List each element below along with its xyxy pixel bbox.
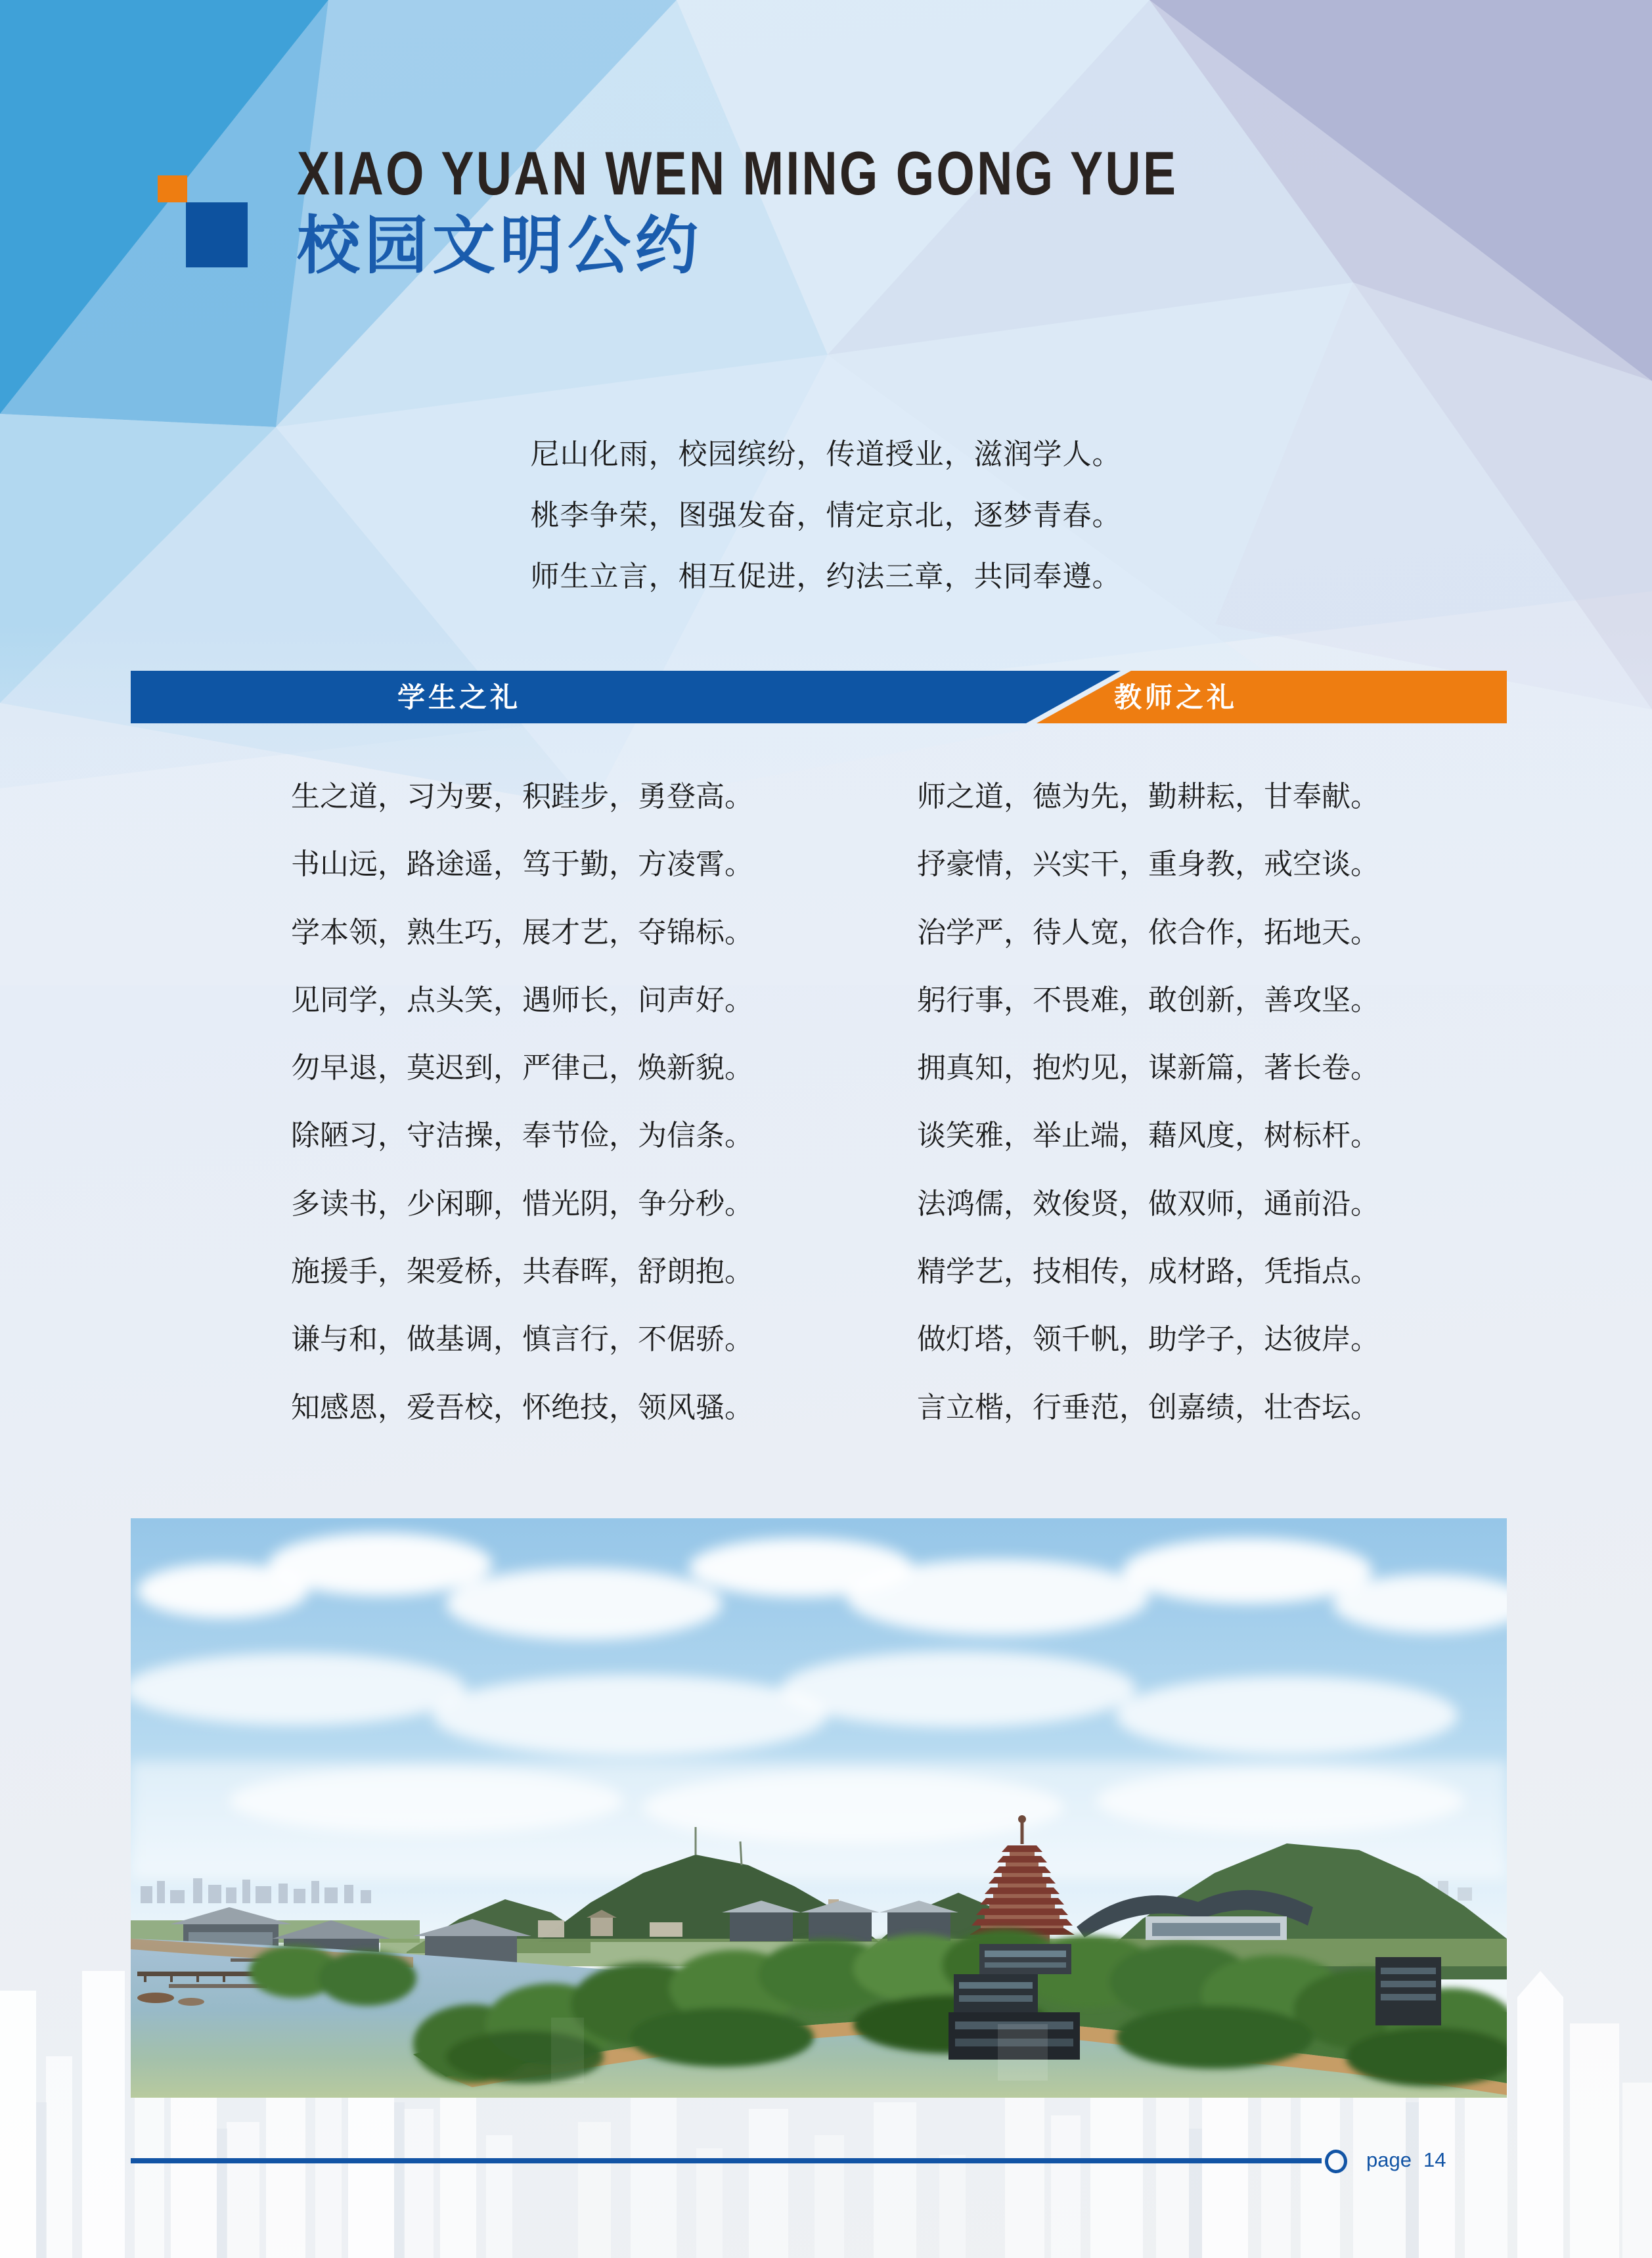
page-number-value: 14 [1423,2148,1446,2171]
verse-line: 生之道，习为要，积跬步，勇登高。 [291,780,753,813]
photo-clouds [131,1533,1507,1880]
title-accent-orange-square-icon [158,175,187,202]
campus-lake-photo [131,1518,1507,2098]
verse-line: 言立楷，行垂范，创嘉绩，壮杏坛。 [917,1391,1379,1424]
photo-reflection [551,2018,584,2083]
footer-rule [131,2158,1322,2163]
verse-line: 知感恩，爱吾校，怀绝技，领风骚。 [291,1391,753,1424]
page-title-pinyin: XIAO YUAN WEN MING GONG YUE [297,139,1178,208]
verse-line: 法鸿儒，效俊贤，做双师，通前沿。 [917,1187,1379,1220]
title-accent-blue-square-icon [186,202,248,267]
verse-line: 谈笑雅，举止端，藉风度，树标杆。 [917,1119,1379,1152]
verse-line: 学本领，熟生巧，展才艺，夺锦标。 [291,916,753,949]
verse-line: 抒豪情，兴实干，重身教，戒空谈。 [917,848,1379,881]
verse-line: 拥真知，抱灼见，谋新篇，著长卷。 [917,1052,1379,1085]
verse-line: 躬行事，不畏难，敢创新，善攻坚。 [917,983,1379,1016]
page-number-label: page [1366,2148,1412,2171]
footer-ring-icon [1325,2150,1347,2173]
student-etiquette-column [291,763,753,1441]
photo-reflection [998,2024,1048,2081]
verse-line: 施援手，架爱桥，共春晖，舒朗抱。 [291,1255,753,1288]
verse-line: 做灯塔，领千帆，助学子，达彼岸。 [917,1323,1379,1356]
verse-line: 治学严，待人宽，依合作，拓地天。 [917,916,1379,949]
verse-line: 多读书，少闲聊，惜光阴，争分秒。 [291,1187,753,1220]
student-etiquette-label: 学生之礼 [397,682,521,713]
verse-line: 见同学，点头笑，遇师长，问声好。 [291,983,753,1016]
verse-line: 精学艺，技相传，成材路，凭指点。 [917,1255,1379,1288]
intro-line: 尼山化雨，校园缤纷，传道授业，滋润学人。 [530,438,1122,470]
verse-line: 除陋习，守洁操，奉节俭，为信条。 [291,1119,753,1152]
intro-line: 桃李争荣，图强发奋，情定京北，逐梦青春。 [530,499,1122,531]
verse-line: 勿早退，莫迟到，严律己，焕新貌。 [291,1052,753,1085]
teacher-etiquette-label: 教师之礼 [1113,682,1238,713]
teacher-etiquette-column [917,763,1379,1441]
verse-line: 师之道，德为先，勤耕耘，甘奉献。 [917,780,1379,813]
page-number [1366,2148,1446,2172]
verse-line: 谦与和，做基调，慎言行，不倨骄。 [291,1323,753,1356]
intro-verse [0,424,1652,607]
verse-line: 书山远，路途遥，笃于勤，方凌霄。 [291,848,753,881]
page-title: 校园文明公约 [297,211,703,281]
intro-line: 师生立言，相互促进，约法三章，共同奉遵。 [530,560,1122,593]
